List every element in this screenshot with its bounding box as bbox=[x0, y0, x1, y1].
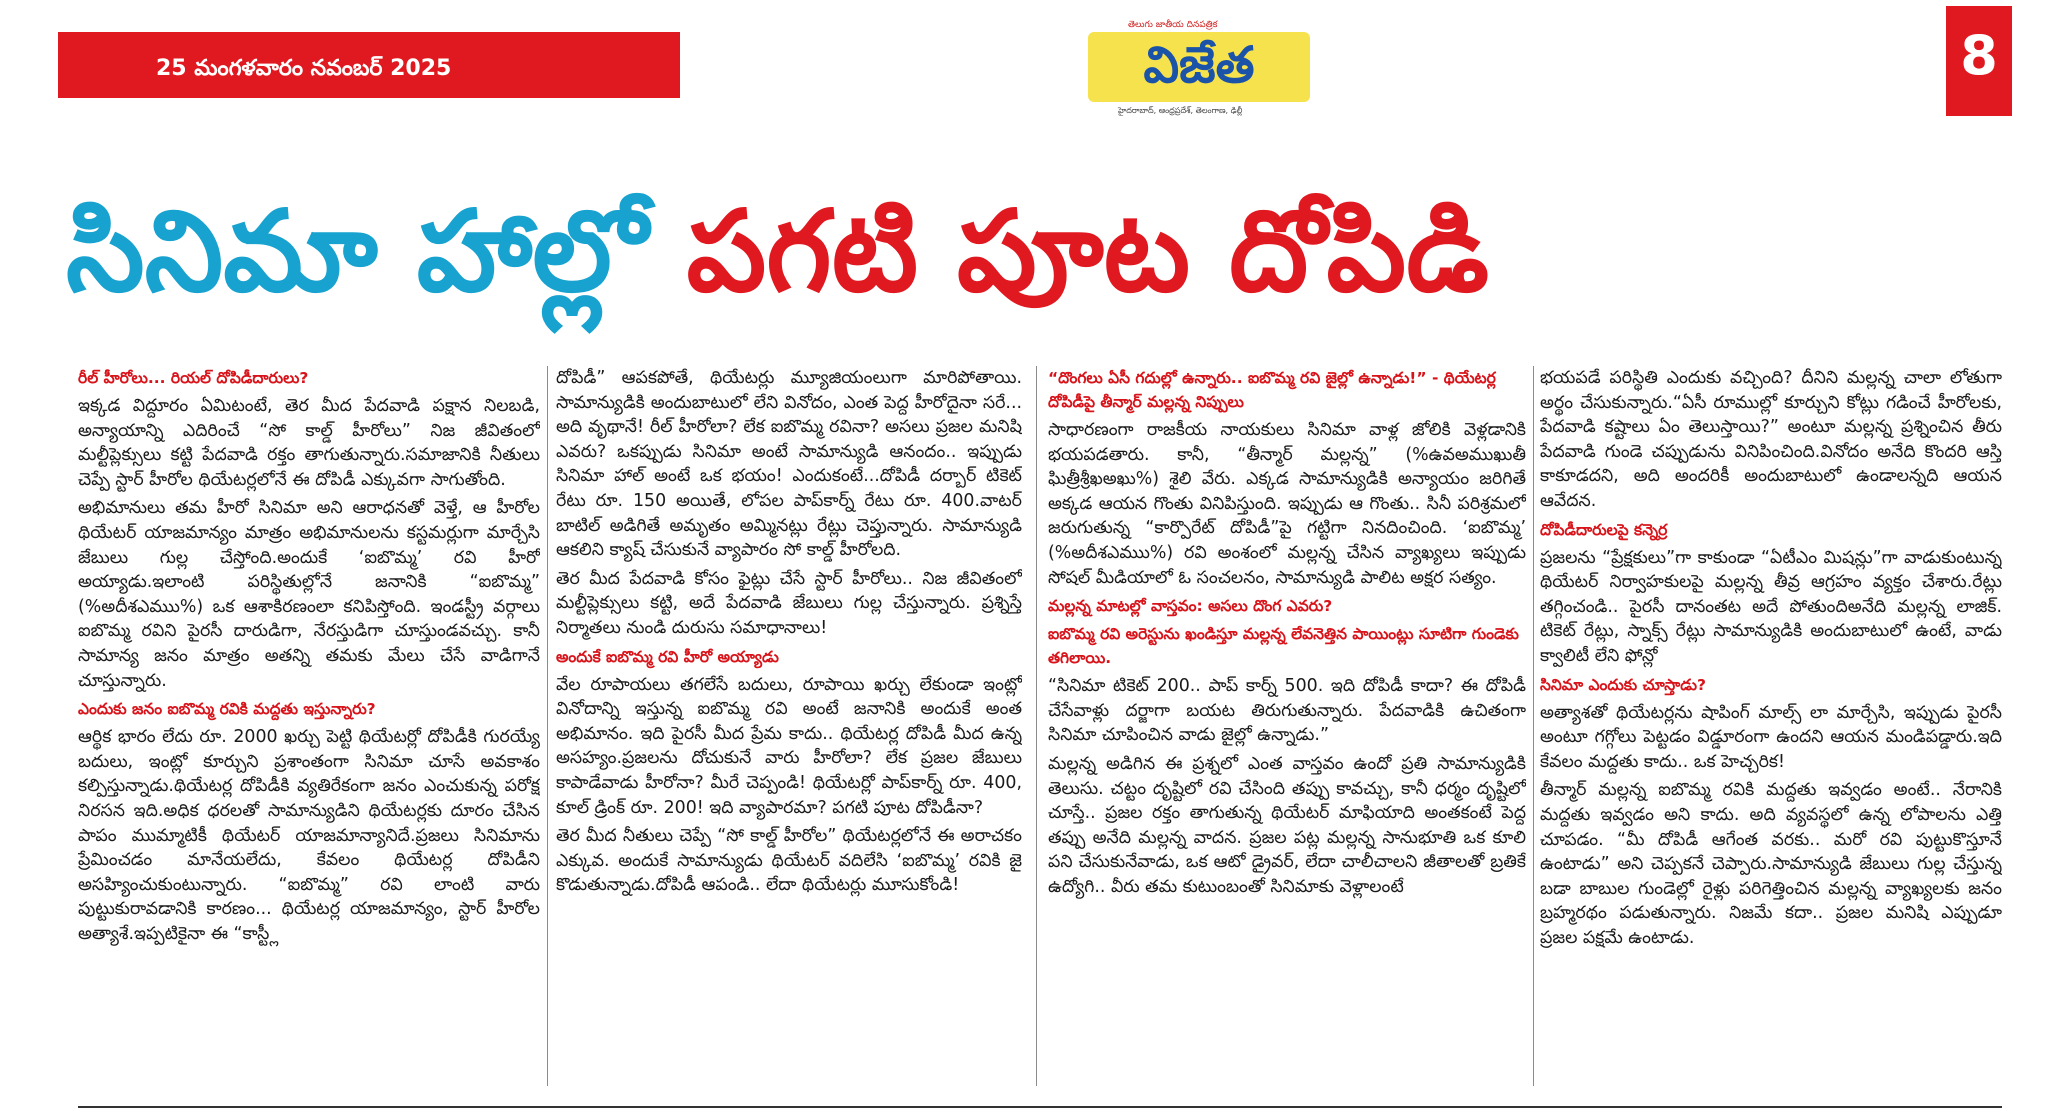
subheading: ఐబొమ్మ రవి అరెస్టును ఖండిస్తూ మల్లన్న లేవనెత్తిన పాయింట్లు సూటిగా గుండెకు తగిలాయి. bbox=[1048, 625, 1519, 668]
headline-part-1: సినిమా హాల్లో bbox=[66, 187, 648, 317]
issue-date: 25 మంగళవారం నవంబర్ 2025 bbox=[156, 56, 452, 81]
article-column-3 bbox=[1048, 366, 1526, 1086]
bottom-rule bbox=[78, 1106, 2002, 1108]
subheading: ఎందుకు జనం ఐబొమ్మ రవికి మద్దతు ఇస్తున్నారు? bbox=[78, 700, 376, 719]
subheading: రీల్ హీరోలు... రియల్ దోపిడీదారులు? bbox=[78, 369, 309, 387]
article-column-2 bbox=[556, 366, 1022, 1086]
article-column-4 bbox=[1540, 366, 2002, 1086]
logo-tagline-bottom: హైదరాబాద్, ఆంధ్రప్రదేశ్, తెలంగాణ, ఢిల్లీ bbox=[1118, 106, 1243, 115]
page-number: 8 bbox=[1960, 24, 1998, 87]
article-paragraph: భయపడే పరిస్థితి ఎందుకు వచ్చింది? దీనిని మల్లన్న చాలా లోతుగా అర్థం చేసుకున్నారు.“ఏసీ రూముల్లో కూర్చుని కోట్లు గడించే హీరోలకు, పేదవాడి కష్టాలు ఏం తెలుస్తాయి?” అంటూ మల్లన్న ప్రశ్నించిన తీరు పేదవాడి గుండె చప్పుడును వినిపించింది.వినోదం అనేది కొందరి ఆస్తి కాకూడదని, అది అందరికీ అందుబాటులో ఉండాలన్నది ఆయన ఆవేదన. bbox=[1540, 368, 2002, 511]
article-paragraph: తెర మీద నీతులు చెప్పే “సో కాల్డ్ హీరోల” థియేటర్లలోనే ఈ అరాచకం ఎక్కువ. అందుకే సామాన్యుడు థియేటర్ వదిలేసి ‘ఐబొమ్మ’ రవికి జై కొడుతున్నాడు.దోపిడీ ఆపండి.. లేదా థియేటర్లు మూసుకోండి! bbox=[556, 826, 1022, 896]
subheading: దోపిడీదారులపై కన్నెర్ర bbox=[1540, 520, 1668, 539]
date-banner bbox=[58, 32, 680, 98]
logo-tagline-top: తెలుగు జాతీయ దినపత్రిక bbox=[1128, 20, 1218, 30]
subheading: మల్లన్న మాటల్లో వాస్తవం: అసలు దొంగ ఎవరు? bbox=[1048, 597, 1333, 616]
subheading: “దొంగలు ఏసీ గదుల్లో ఉన్నారు.. ఐబొమ్మ రవి జైల్లో ఉన్నాడు!” - థియేటర్ల దోపిడీపై తీన్మార్ మల్లన్న నిప్పులు bbox=[1048, 369, 1496, 411]
main-headline bbox=[66, 172, 2006, 332]
article-paragraph: తెర మీద పేదవాడి కోసం ఫైట్లు చేసే స్టార్ హీరోలు.. నిజ జీవితంలో మల్టీప్లెక్సులు కట్టి, అదే పేదవాడి జేబులు గుల్ల చేస్తున్నారు. ప్రశ్నిస్తే నిర్మాతలు నుండి దురుసు సమాధానాలు! bbox=[556, 568, 1022, 638]
article-paragraph: తీన్మార్ మల్లన్న ఐబొమ్మ రవికి మద్దతు ఇవ్వడం అంటే.. నేరానికి మద్దతు ఇవ్వడం అని కాదు. అది వ్యవస్థలో ఉన్న లోపాలను ఎత్తి చూపడం. “మీ దోపిడీ ఆగేంత వరకు.. మరో రవి పుట్టుకొస్తూనే ఉంటాడు” అని చెప్పకనే చెప్పారు.సామాన్యుడి జేబులు గుల్ల చేస్తున్న బడా బాబుల గుండెల్లో రైళ్లు పరిగెత్తించిన మల్లన్న వ్యాఖ్యలకు జనం బ్రహ్మరథం పడుతున్నారు. నిజమే కదా.. ప్రజల మనిషి ఎప్పుడూ ప్రజల పక్షమే ఉంటాడు. bbox=[1540, 780, 2002, 948]
article-paragraph: “సినిమా టికెట్ 200.. పాప్ కార్న్ 500. ఇది దోపిడీ కాదా? ఈ దోపిడీ చేసేవాళ్లు దర్జాగా బయట తిరుగుతున్నారు. పేదవాడికి ఉచితంగా సినిమా చూపించిన వాడు జైల్లో ఉన్నాడు.” bbox=[1048, 676, 1526, 746]
article-paragraph: అత్యాశతో థియేటర్లను షాపింగ్ మాల్స్ లా మార్చేసి, ఇప్పుడు పైరసీ అంటూ గగ్గోలు పెట్టడం విడ్డూరంగా ఉందని ఆయన మండిపడ్డారు.ఇది కేవలం మద్దతు కాదు.. ఒక హెచ్చరిక! bbox=[1540, 702, 2002, 772]
logo-name: విజేత bbox=[1143, 36, 1255, 94]
article-paragraph: అభిమానులు తమ హీరో సినిమా అని ఆరాధనతో వెళ్తే, ఆ హీరోల థియేటర్ యాజమాన్యం మాత్రం అభిమానులను కస్టమర్లుగా మార్చేసి జేబులు గుల్ల చేస్తోంది.అందుకే ‘ఐబొమ్మ’ రవి హీరో అయ్యాడు.ఇలాంటి పరిస్థితుల్లోనే జనానికి “ఐబొమ్మ” (%అదీశఎముు%) ఒక ఆశాకిరణంలా కనిపిస్తోంది. ఇండస్ట్రీ వర్గాలు ఐబొమ్మ రవిని పైరసీ దారుడిగా, నేరస్తుడిగా చూస్తుండవచ్చు. కానీ సామాన్య జనం మాత్రం అతన్ని తమకు మేలు చేసే వాడిగానే చూస్తున్నారు. bbox=[78, 498, 540, 691]
column-divider bbox=[1036, 366, 1037, 1086]
column-divider bbox=[547, 366, 548, 1086]
article-paragraph: వేల రూపాయలు తగలేసే బదులు, రూపాయి ఖర్చు లేకుండా ఇంట్లో వినోదాన్ని ఇస్తున్న ఐబొమ్మ రవి అంటే జనానికి అందుకే అంత అభిమానం. ఇది పైరసీ మీద ప్రేమ కాదు.. థియేటర్ల దోపిడీ మీద ఉన్న అసహ్యం.ప్రజలను దోచుకునే వారు హీరోలా? లేక ప్రజల జేబులు కాపాడేవాడు హీరోనా? మీరే చెప్పండి! థియేటర్లో పాప్‌కార్న్ రూ. 400, కూల్ డ్రింక్ రూ. 200! ఇది వ్యాపారమా? పగటి పూట దోపిడీనా? bbox=[556, 674, 1022, 818]
page-number-box bbox=[1946, 6, 2012, 116]
article-paragraph: సాధారణంగా రాజకీయ నాయకులు సినిమా వాళ్ల జోలికి వెళ్లడానికి భయపడతారు. కానీ, “తీన్మార్ మల్లన్న” (%ఉవఅముఖుతీ ఘిత్రీశ్రీఖఅఖు%) శైలి వేరు. ఎక్కడ సామాన్యుడికి అన్యాయం జరిగితే అక్కడ ఆయన గొంతు వినిపిస్తుంది. ఇప్పుడు ఆ గొంతు.. సినీ పరిశ్రమలో జరుగుతున్న “కార్పొరేట్ దోపిడీ”పై గట్టిగా నినదించింది. ‘ఐబొమ్మ’ (%అదీశఎముు%) రవి అంశంలో మల్లన్న చేసిన వ్యాఖ్యలు ఇప్పుడు సోషల్ మీడియాలో ఓ సంచలనం, సామాన్యుడి పాలిట అక్షర సత్యం. bbox=[1048, 420, 1526, 588]
logo-name-box bbox=[1088, 32, 1310, 102]
newspaper-logo bbox=[1088, 20, 1310, 122]
article-paragraph: ఇక్కడ విద్దూరం ఏమిటంటే, తెర మీద పేదవాడి పక్షాన నిలబడి, అన్యాయాన్ని ఎదిరించే “సో కాల్డ్ హీరోలు” నిజ జీవితంలో మల్టీప్లెక్సులు కట్టి పేదవాడి రక్తం తాగుతున్నారు.సమాజానికి నీతులు చెప్పే స్టార్ హీరోల థియేటర్లలోనే ఈ దోపిడీ ఎక్కువగా సాగుతోంది. bbox=[78, 396, 540, 490]
headline-part-2: పగటి పూట దోపిడి bbox=[686, 187, 1490, 317]
column-divider bbox=[1533, 366, 1534, 1086]
article-paragraph: మల్లన్న అడిగిన ఈ ప్రశ్నలో ఎంత వాస్తవం ఉందో ప్రతి సామాన్యుడికి తెలుసు. చట్టం దృష్టిలో రవి చేసింది తప్పు కావచ్చు, కానీ ధర్మం దృష్టిలో చూస్తే.. ప్రజల రక్తం తాగుతున్న థియేటర్ మాఫియాది అంతకంటే పెద్ద తప్పు అనేది మల్లన్న వాదన. ప్రజల పట్ల మల్లన్న సానుభూతి ఒక కూలి పని చేసుకునేవాడు, ఒక ఆటో డ్రైవర్, లేదా చాలీచాలని జీతాలతో బ్రతికే ఉద్యోగి.. వీరు తమ కుటుంబంతో సినిమాకు వెళ్లాలంటే bbox=[1048, 753, 1526, 897]
article-paragraph: ప్రజలను “ప్రేక్షకులు”గా కాకుండా “ఏటీఎం మిషన్లు”గా వాడుకుంటున్న థియేటర్ నిర్వాహకులపై మల్లన్న తీవ్ర ఆగ్రహం వ్యక్తం చేశారు.రేట్లు తగ్గించండి.. పైరసీ దానంతట అదే పోతుందిఅనేది మల్లన్న లాజిక్. టికెట్ రేట్లు, స్నాక్స్ రేట్లు సామాన్యుడికి అందుబాటులో ఉంటే, వాడు క్వాలిటీ లేని ఫోన్లో bbox=[1540, 547, 2002, 666]
subheading: సినిమా ఎందుకు చూస్తాడు? bbox=[1540, 675, 1707, 694]
article-paragraph: దోపిడీ” ఆపకపోతే, థియేటర్లు మ్యూజియంలుగా మారిపోతాయి. సామాన్యుడికి అందుబాటులో లేని వినోదం, ఎంత పెద్ద హీరోదైనా సరే... అది వృథానే! రీల్ హీరోలా? లేక ఐబొమ్మ రవినా? అసలు ప్రజల మనిషి ఎవరు? ఒకప్పుడు సినిమా అంటే సామాన్యుడి ఆనందం.. ఇప్పుడు సినిమా హాల్ అంటే ఒక భయం! ఎందుకంటే...దోపిడీ దర్బార్ టికెట్ రేటు రూ. 150 అయితే, లోపల పాప్‌కార్న్ రేటు రూ. 400.వాటర్ బాటిల్ అడిగితే అమృతం అమ్మినట్లు రేట్లు చెప్తున్నారు. సామాన్యుడి ఆకలిని క్యాష్ చేసుకునే వ్యాపారం సో కాల్డ్ హీరోలది. bbox=[556, 368, 1022, 561]
subheading: అందుకే ఐబొమ్మ రవి హీరో అయ్యాడు bbox=[556, 647, 779, 666]
article-paragraph: ఆర్థిక భారం లేదు రూ. 2000 ఖర్చు పెట్టి థియేటర్లో దోపిడీకి గురయ్యే బదులు, ఇంట్లో కూర్చుని ప్రశాంతంగా సినిమా చూసే అవకాశం కల్పిస్తున్నాడు.థియేటర్ల దోపిడీకి వ్యతిరేకంగా జనం ఎంచుకున్న పరోక్ష నిరసన ఇది.అధిక ధరలతో సామాన్యుడిని థియేటర్లకు దూరం చేసిన పాపం ముమ్మాటికీ థియేటర్ యాజమాన్యానిదే.ప్రజలు సినిమాను ప్రేమించడం మానేయలేదు, కేవలం థియేటర్ల దోపిడీని అసహ్యించుకుంటున్నారు. “ఐబొమ్మ” రవి లాంటి వారు పుట్టుకురావడానికి కారణం... థియేటర్ల యాజమాన్యం, స్టార్ హీరోల అత్యాశే.ఇప్పటికైనా ఈ “కాస్ట్లీ bbox=[78, 727, 540, 944]
article-column-1 bbox=[78, 366, 540, 1086]
